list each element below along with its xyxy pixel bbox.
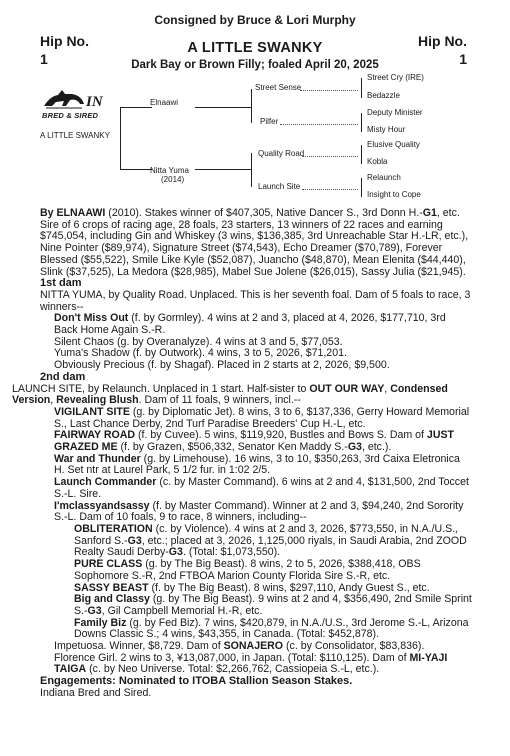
foal-name: Obviously Precious <box>54 359 145 372</box>
first-dam-intro: NITTA YUMA, by Quality Road. Unplaced. This is her seventh foal. Dam of 5 foals to race, 3 winners-- <box>40 288 471 313</box>
produce-record: (c. by Consolidator, $83,836). <box>283 640 425 653</box>
produce-record: Florence Girl. 2 wins to 3, ¥13,087,000, in Japan. (Total: $110,125). Dam of <box>54 651 410 664</box>
produce-entry <box>40 477 472 500</box>
pedigree-ddd: Insight to Cope <box>367 190 421 199</box>
hip-value: 1 <box>459 51 467 67</box>
hip-value: 1 <box>40 51 48 67</box>
produce-record: (f. by Cuvee). 5 wins, $119,920, Bustles and Bows S. Dam of <box>135 429 424 442</box>
intro-text: LAUNCH SITE, by Relaunch. Unplaced in 1 start. Half-sister to <box>12 382 310 395</box>
logo-text: BRED & SIRED <box>42 111 99 120</box>
produce-name: JUST GRAZED ME <box>54 429 455 454</box>
produce-record: (f. by Grazen, $506,332, Senator Ken Maddy S.- <box>117 441 348 454</box>
pedigree-dss: Elusive Quality <box>367 140 420 149</box>
produce-record: (c. by Violence). 4 wins at 2 and 3, 2026, $773,550, in N.A./U.S., Sanford S.- <box>74 522 459 547</box>
produce-name: War and Thunder <box>54 452 141 465</box>
produce-entry <box>40 559 472 582</box>
grade-g3: G3 <box>127 534 142 547</box>
produce-entry <box>40 618 472 641</box>
produce-entry <box>40 430 472 453</box>
produce-record: (f. by The Big Beast). 8 wins, $297,110, Andy Guest S., etc. <box>148 581 430 594</box>
svg-text:IN: IN <box>86 94 103 110</box>
produce-record: (f. by Master Command). Winner at 2 and 3, $94,240, 2nd Sorority S.-L. Dam of 10 foals, 9 to race, 8 winners, including-- <box>54 499 464 524</box>
pedigree-sire-dam: Pilfer <box>260 117 279 126</box>
produce-name: I'mclassyandsassy <box>54 499 150 512</box>
horse-description: Dark Bay or Brown Filly; foaled April 20, 2025 <box>131 59 379 71</box>
produce-name: FAIRWAY ROAD <box>54 429 136 442</box>
pedigree-sds: Deputy Minister <box>367 108 423 117</box>
produce-record: (g. by Diplomatic Jet). 8 wins, 3 to 6, $137,336, Gerry Howard Memorial S., Last Chance Derby, 2nd Turf Paradise Breeders' Cup H.-L, etc. <box>54 405 470 430</box>
produce-name: Big and Classy <box>74 593 150 606</box>
grade-g3: G3 <box>347 441 362 454</box>
consignor-line: Consigned by Bruce & Lori Murphy <box>154 13 356 27</box>
produce-record: (g. by Fed Biz). 7 wins, $420,879, in N.A./U.S., 3rd Jerome S.-L, Arizona Downs Classic S.; 4 wins, $43,355, in Canada. (Total: $452,878). <box>74 616 469 641</box>
sire-paragraph <box>40 208 472 278</box>
sep: , <box>50 394 57 407</box>
produce-record: , Gil Campbell Memorial H.-R, etc. <box>101 604 263 617</box>
produce-record: (c. by Master Command). 6 wins at 2 and 4, $131,500, 2nd Toccet S.-L. Sire. <box>54 476 469 500</box>
second-dam-heading: 2nd dam <box>40 370 86 383</box>
pedigree-dam-sire: Quality Road <box>258 149 305 158</box>
hip-label: Hip No. <box>418 33 467 49</box>
foal-name: Don't Miss Out <box>54 312 129 325</box>
sibling-name: OUT OUR WAY <box>309 382 385 395</box>
pedigree-dam-dam: Launch Site <box>258 182 301 191</box>
produce-record: (g. by The Big Beast). 9 wins at 2 and 4, $356,490, 2nd Smile Sprint S.- <box>74 593 472 617</box>
produce-record: (c. by Neo Universe. Total: $2,266,762, Cassiopeia S.-L, etc.). <box>86 663 380 676</box>
pedigree-dam: Nitta Yuma <box>150 166 189 175</box>
produce-entry <box>40 501 472 524</box>
produce-record: , etc.). <box>361 441 392 454</box>
produce-record: . (Total: $1,073,550). <box>182 546 281 559</box>
pedigree-sss: Street Cry (IRE) <box>367 73 424 82</box>
pedigree-subject: A LITTLE SWANKY <box>40 131 110 140</box>
sire-text-cont: , etc. Sire of 6 crops of racing age, 28 foals, 23 starters, 13 winners of 22 races and earning $745,054, including Gin and Whiskey (3 wins, $136,385, 3rd Unreachable Star H.-LR, etc.), Nine Pointer ($89,974), Signature Street ($74,543), Echo Dreamer ($70,789), Forever Blessed ($55,522), Smile Like Kyle ($52,087), Juancho ($48,870), Mean Elenita ($44,440), Slink ($37,525), La Medora ($28,985), Mabel Sue Jolene ($26,015), Sassy Julia ($21,945). <box>40 207 469 278</box>
produce-name: Family Biz <box>74 616 127 629</box>
produce-name: Launch Commander <box>54 476 157 489</box>
foal-entry <box>40 360 472 372</box>
intro-text: . Dam of 11 foals, 9 winners, incl.-- <box>138 394 301 407</box>
foal-record: (f. by Shagaf). Placed in 2 starts at 2, 2026, $9,500. <box>144 359 390 372</box>
pedigree-sdd: Misty Hour <box>367 125 406 134</box>
foal-record: (f. by Gormley). 4 wins at 2 and 3, placed at 4, 2026, $177,710, 3rd Back Home Again S.-R. <box>54 312 446 337</box>
produce-name: PURE CLASS <box>74 558 143 571</box>
produce-entry <box>40 454 472 477</box>
foal-record: (g. by Overanalyze). 4 wins at 3 and 5, $77,053. <box>114 335 343 348</box>
grade-g1: G1 <box>422 207 437 219</box>
grade-g3: G3 <box>87 604 102 617</box>
first-dam-heading: 1st dam <box>40 277 82 290</box>
produce-name: SASSY BEAST <box>74 581 149 594</box>
sep: , <box>384 382 391 395</box>
pedigree-ssd: Bedazzle <box>367 91 400 100</box>
produce-record: (g. by Limehouse). 16 wins, 3 to 10, $350,263, 3rd Caixa Eletronica H. Set ntr at Laurel Park, 5 1/2 fur. in 1:02 2/5. <box>54 452 460 477</box>
produce-name: MI-YAJI TAIGA <box>54 651 448 676</box>
foal-name: Silent Chaos <box>54 335 115 348</box>
pedigree-dam-year: (2014) <box>161 175 185 184</box>
produce-entry <box>40 407 472 430</box>
pedigree-sire-sire: Street Sense <box>255 83 302 92</box>
foal-name: Yuma's Shadow <box>54 347 130 360</box>
produce-name: SONAJERO <box>223 640 284 653</box>
produce-record: , etc.; placed at 3, 2026, 1,125,000 riyals, in Saudi Arabia, 2nd ZOOD Realty Saudi Derby- <box>74 534 467 559</box>
catalog-body <box>12 207 472 700</box>
second-dam-intro <box>12 384 472 407</box>
produce-record: Impetuosa. Winner, $8,729. Dam of <box>54 640 224 653</box>
pedigree-sire: Elnaawi <box>150 98 179 107</box>
produce-record: (g. by The Big Beast). 8 wins, 2 to 5, 2026, $388,418, OBS Sophomore S.-R, 2nd FTBOA Marion County Florida Sire S.-R, etc. <box>74 558 421 582</box>
produce-name: OBLITERATION <box>74 522 153 535</box>
sire-text: (2010). Stakes winner of $407,305, Native Dancer S., 3rd Donn H.- <box>105 207 423 219</box>
produce-entry <box>40 524 472 559</box>
sibling-name: Revealing Blush <box>56 394 139 407</box>
foal-record: (f. by Outwork). 4 wins, 3 to 5, 2026, $71,201. <box>129 347 347 360</box>
foal-entry <box>40 313 472 336</box>
bred-note: Indiana Bred and Sired. <box>40 686 152 699</box>
produce-entry <box>40 594 472 617</box>
produce-name: VIGILANT SITE <box>54 405 130 418</box>
engagements: Engagements: Nominated to ITOBA Stallion Season Stakes. <box>40 675 353 688</box>
produce-entry <box>40 653 472 676</box>
sibling-name: Condensed Version <box>12 382 448 407</box>
pedigree-dsd: Kobla <box>367 157 388 166</box>
pedigree-dds: Relaunch <box>367 173 401 182</box>
hip-label: Hip No. <box>40 33 89 49</box>
grade-g3: G3 <box>168 546 183 559</box>
horse-name: A LITTLE SWANKY <box>187 40 323 56</box>
sire-name: By ELNAAWI <box>40 207 106 219</box>
